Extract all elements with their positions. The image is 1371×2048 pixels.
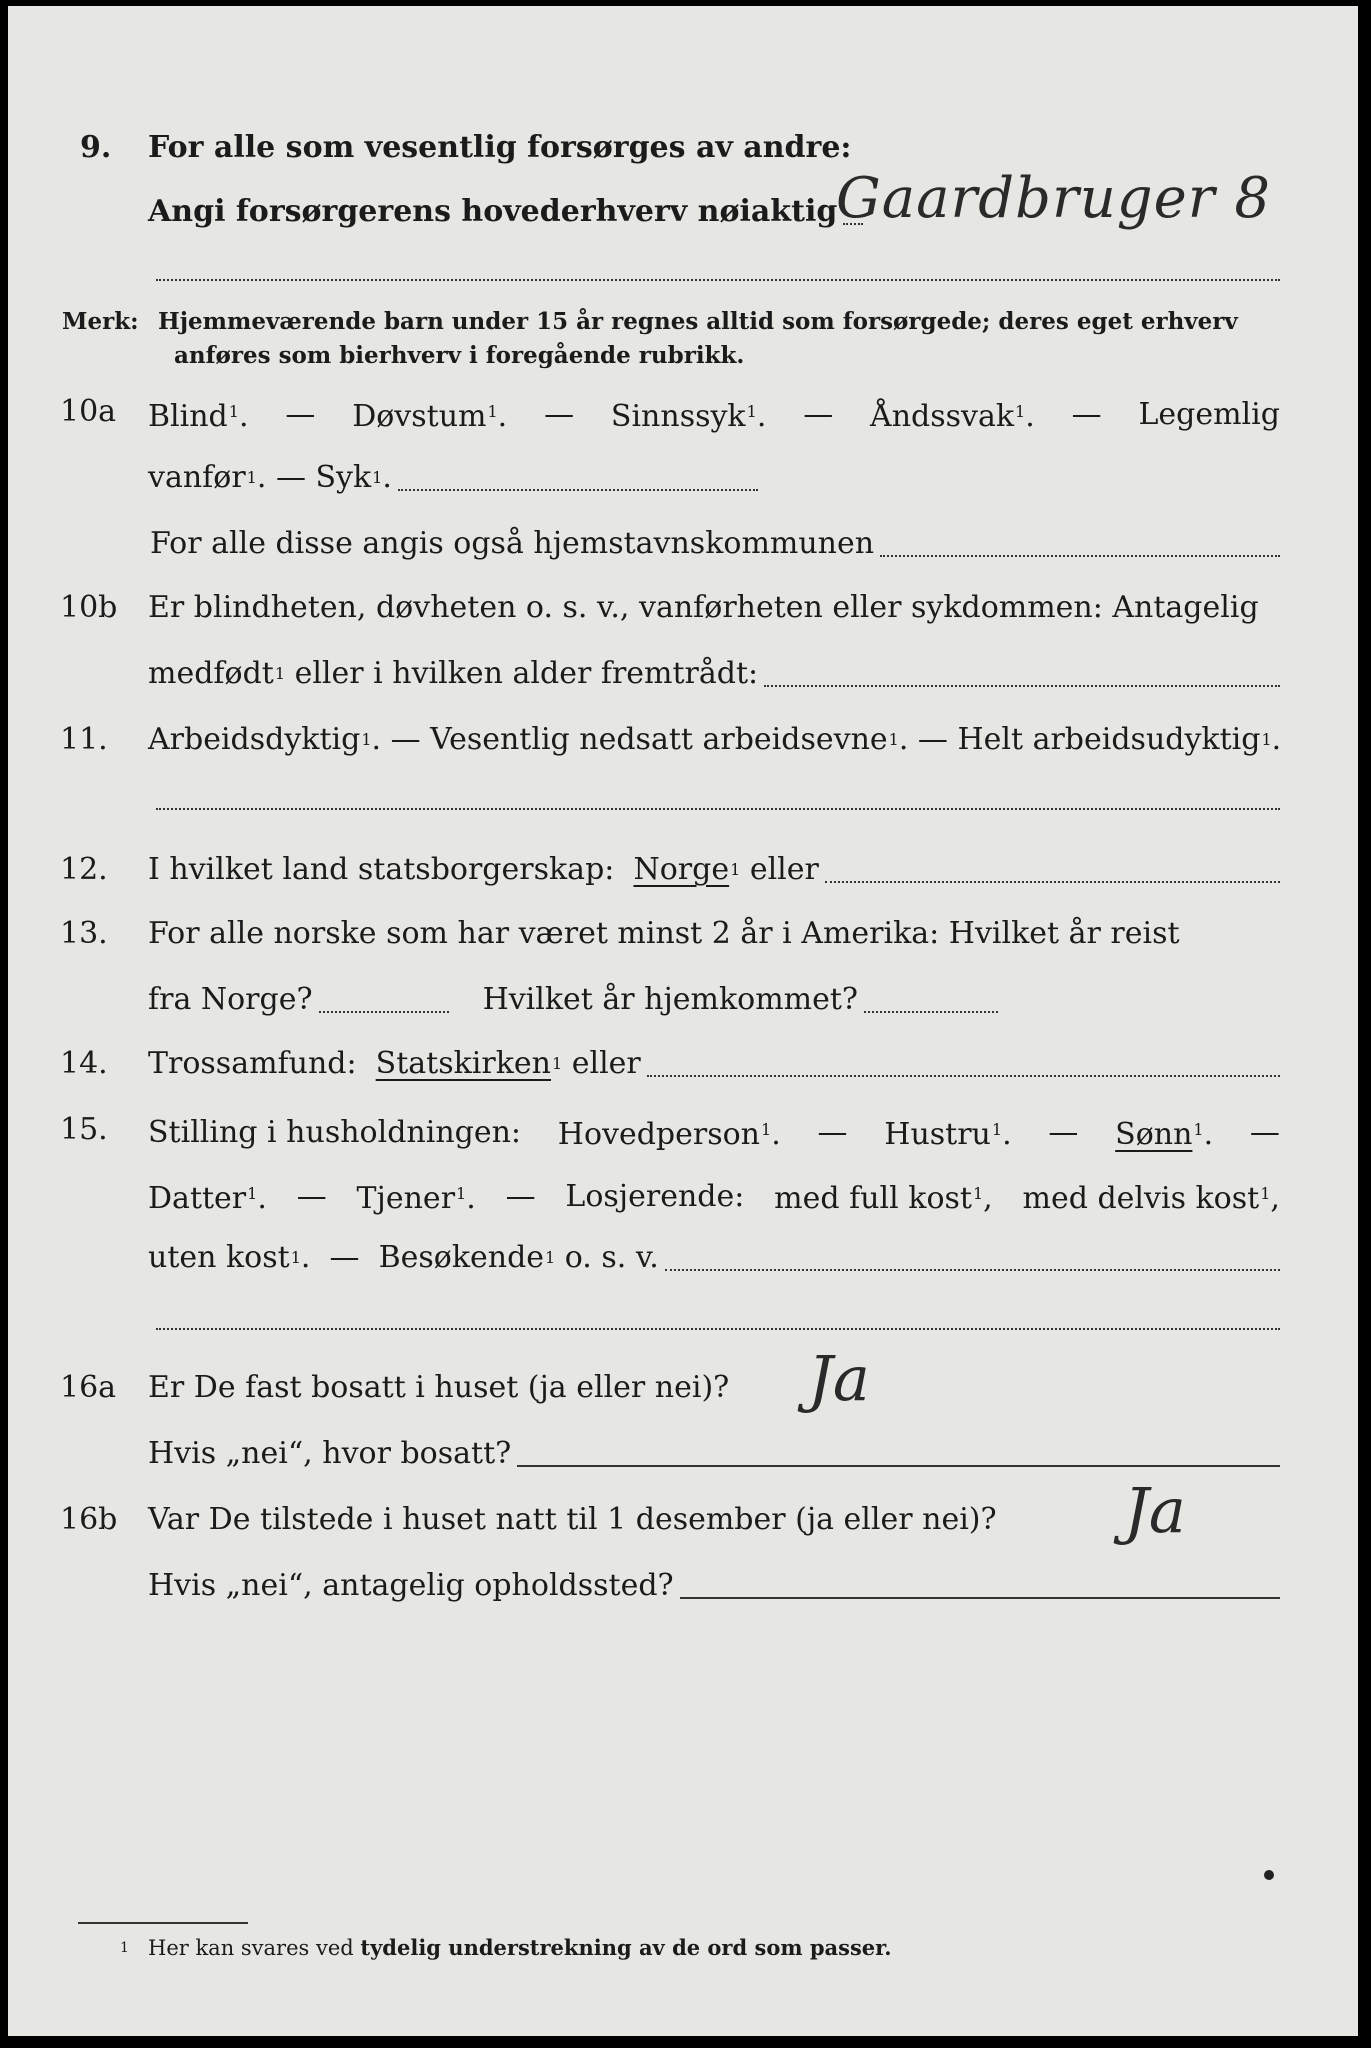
q10a-legemlig: Legemlig <box>1138 396 1280 432</box>
q10a-syk-answer-line <box>398 465 758 491</box>
q9-number: 9. <box>80 130 112 165</box>
dash: — <box>275 460 306 495</box>
q16b-line1: Var De tilstede i huset natt til 1 desember (ja eller nei)? <box>148 1502 997 1537</box>
q16b-line2: Hvis „nei“, antagelig opholdssted? <box>148 1568 674 1603</box>
q16a-line2: Hvis „nei“, hvor bosatt? <box>148 1436 512 1471</box>
footnote-text-b: tydelig understrekning av de ord som passer. <box>360 1935 892 1960</box>
q14-tail: eller <box>571 1046 641 1081</box>
q15-besokende: Besøkende <box>378 1240 545 1275</box>
q10b-number: 10b <box>60 590 118 625</box>
q13-row1 <box>8 914 1358 954</box>
dash: — <box>1071 396 1102 432</box>
q16a-handwritten-answer: Ja <box>808 1342 870 1415</box>
q10a-blind: Blind <box>148 399 228 434</box>
q12-option-norge: Norge <box>633 852 730 887</box>
q12-text: I hvilket land statsborgerskap: <box>148 852 615 887</box>
q13-hjemkommet-answer-line <box>864 987 998 1013</box>
q16b-row2 <box>8 1566 1358 1606</box>
q15-datter: Datter <box>148 1181 247 1216</box>
merk-line1: Hjemmeværende barn under 15 år regnes alltid som forsørgede; deres eget erhverv <box>158 308 1238 335</box>
q15-stilling: Stilling i husholdningen: <box>148 1114 522 1150</box>
footnote-row <box>8 1928 1358 1968</box>
q10a-row2: vanfør 1 . — Syk 1 . <box>8 458 1358 498</box>
q13-hjemkommet: Hvilket år hjemkommet? <box>482 982 859 1017</box>
q12-row: 12. I hvilket land statsborgerskap: Norge 1 eller <box>8 850 1358 890</box>
merk-row2 <box>8 336 1358 376</box>
q15-row3: uten kost 1 . — Besøkende 1 o. s. v. <box>8 1238 1358 1278</box>
q9-separator <box>156 279 1280 281</box>
q15-row1: 15. Stilling i husholdningen: Hovedperson$^1$. — Hustru$^1$. — Sønn$^1$. — <box>60 1112 1280 1152</box>
q9-line2: Angi forsørgerens hovederhverv nøiaktig <box>148 194 838 229</box>
q9-handwritten-answer: Gaardbruger 8 <box>836 166 1271 231</box>
q15-losjerende: Losjerende: <box>565 1178 745 1214</box>
q16b-number: 16b <box>60 1502 118 1537</box>
q14-number: 14. <box>60 1046 108 1081</box>
q10a-andssvak: Åndssvak <box>870 399 1015 434</box>
dash: — <box>544 396 575 432</box>
q16a-row2 <box>8 1434 1358 1474</box>
q11-nedsatt: Vesentlig nedsatt arbeidsevne <box>430 722 888 757</box>
q10a-row1: 10a Blind$^1$. — Døvstum$^1$. — Sinnssyk$^1$. — Åndssvak$^1$. — Legemlig <box>60 394 1280 434</box>
q15-full-kost: med full kost <box>774 1181 972 1216</box>
q10a-hjemstavn-answer-line <box>880 531 1280 557</box>
q10b-line1: Er blindheten, døvheten o. s. v., vanførheten eller sykdommen: Antagelig <box>148 590 1259 625</box>
q10a-number: 10a <box>60 394 117 429</box>
q15-sonn: Sønn <box>1115 1117 1193 1152</box>
q16a-number: 16a <box>60 1370 117 1405</box>
q13-row2 <box>8 980 1358 1020</box>
q13-reist: fra Norge? <box>148 982 313 1017</box>
q10a-row3 <box>8 524 1358 564</box>
q10a-dovstum: Døvstum <box>352 399 487 434</box>
q9-row1 <box>8 128 1358 168</box>
q13-line1: For alle norske som har været minst 2 år i Amerika: Hvilket år reist <box>148 916 1180 951</box>
q11-row: 11. Arbeidsdyktig 1 . — Vesentlig nedsatt arbeidsevne 1 . — Helt arbeidsudyktig 1 . <box>8 720 1358 760</box>
q14-text: Trossamfund: <box>148 1046 357 1081</box>
q16b-answer-line <box>680 1573 1280 1599</box>
q13-reist-answer-line <box>319 987 449 1013</box>
q10a-hjemstavn: For alle disse angis også hjemstavnskommunen <box>150 526 875 561</box>
q15-row2: Datter$^1$. — Tjener$^1$. — Losjerende: med full kost$^1$, med delvis kost$^1$, <box>148 1178 1280 1216</box>
q10b-medfodt: medfødt <box>148 656 274 691</box>
footnote-rule <box>78 1922 248 1924</box>
merk-line2: anføres som bierhverv i foregående rubrikk. <box>174 342 745 369</box>
q15-osv: o. s. v. <box>564 1240 659 1275</box>
q10b-row2: medfødt 1 eller i hvilken alder fremtrådt: <box>8 654 1358 694</box>
q16a-row1 <box>8 1368 1358 1408</box>
footnote-text-a: Her kan svares ved <box>148 1936 354 1960</box>
q14-row: 14. Trossamfund: Statskirken 1 eller <box>8 1044 1358 1084</box>
q15-tjener: Tjener <box>356 1181 456 1216</box>
q11-udyktig: Helt arbeidsudyktig <box>957 722 1261 757</box>
q15-separator <box>156 1328 1280 1330</box>
dash: — <box>285 396 316 432</box>
ink-dot <box>1264 1870 1274 1880</box>
q16a-line1: Er De fast bosatt i huset (ja eller nei)? <box>148 1370 730 1405</box>
q10b-row1 <box>8 588 1358 628</box>
census-form-page <box>8 6 1358 2036</box>
q14-answer-line <box>647 1051 1280 1077</box>
q15-number: 15. <box>60 1112 108 1147</box>
q10b-answer-line <box>764 661 1280 687</box>
q10a-sinnssyk: Sinnssyk <box>610 399 746 434</box>
q10b-alder: eller i hvilken alder fremtrådt: <box>294 656 759 691</box>
merk-label: Merk: <box>62 308 139 335</box>
q16b-handwritten-answer: Ja <box>1124 1474 1186 1547</box>
footnote-mark: 1 <box>120 1940 129 1956</box>
q9-line1: For alle som vesentlig forsørges av andre: <box>148 130 852 165</box>
q14-option-statskirken: Statskirken <box>375 1046 551 1081</box>
q10a-syk: Syk <box>315 460 372 495</box>
q15-uten-kost: uten kost <box>148 1240 290 1275</box>
q16a-answer-line <box>517 1441 1280 1467</box>
dash: — <box>803 396 834 432</box>
q15-hustru: Hustru <box>884 1117 991 1152</box>
q10a-vanfor: vanfør <box>148 460 246 495</box>
q11-arbeidsdyktig: Arbeidsdyktig <box>148 722 361 757</box>
q13-number: 13. <box>60 916 108 951</box>
q12-tail: eller <box>749 852 819 887</box>
q15-delvis-kost: med delvis kost <box>1022 1181 1260 1216</box>
q12-answer-line <box>825 857 1280 883</box>
q11-number: 11. <box>60 722 108 757</box>
q11-separator <box>156 808 1280 810</box>
q15-hovedperson: Hovedperson <box>557 1117 761 1152</box>
q15-answer-line <box>665 1245 1280 1271</box>
q12-number: 12. <box>60 852 108 887</box>
